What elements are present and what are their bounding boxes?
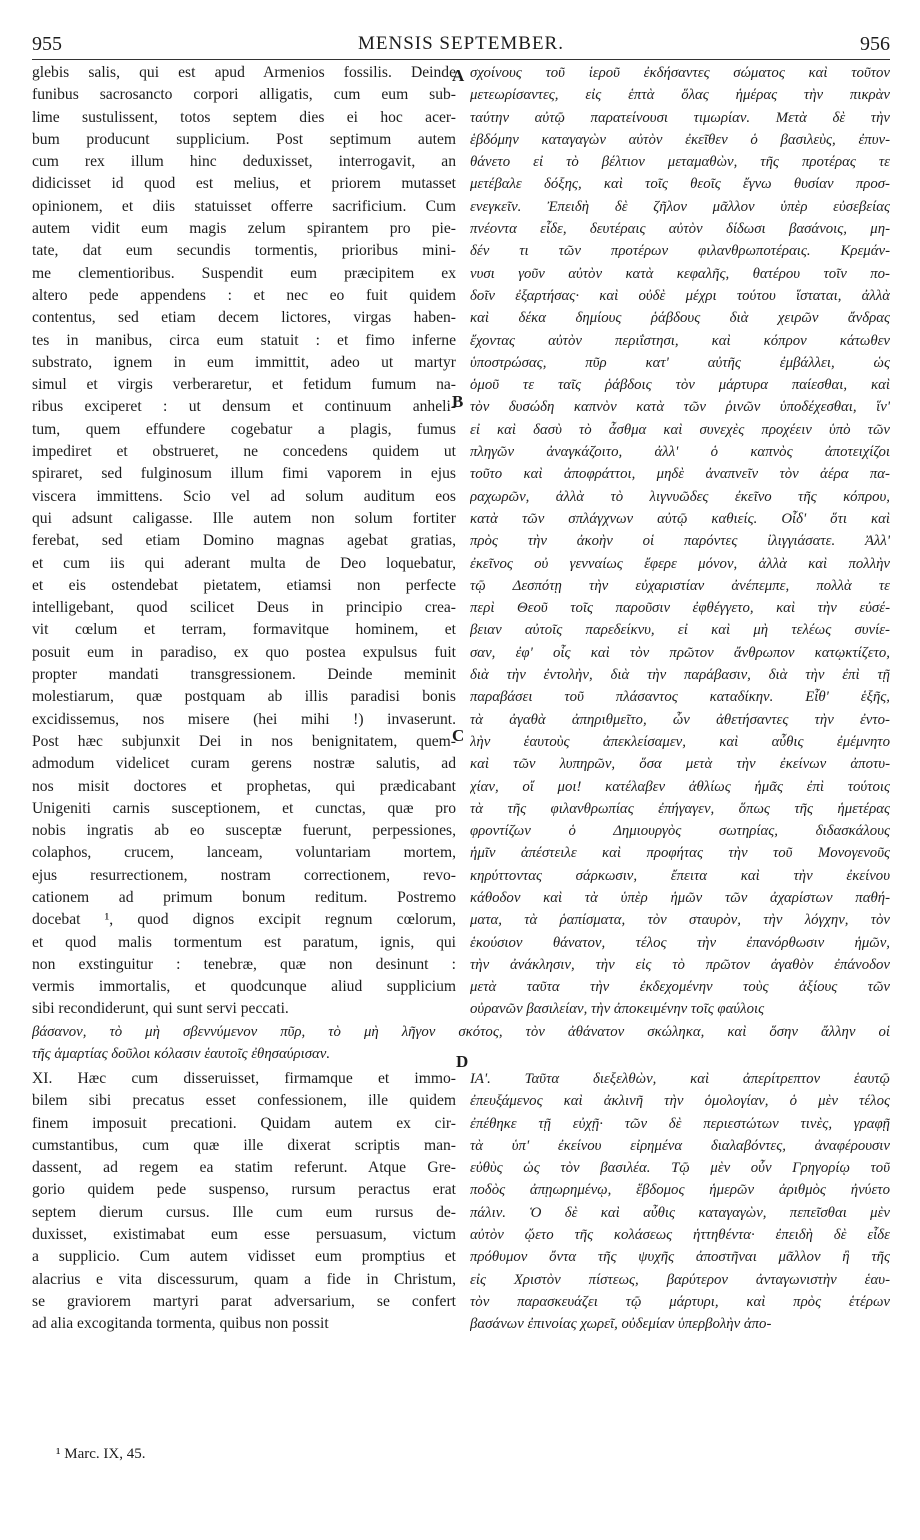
page-number-left: 955: [32, 33, 62, 55]
latin-text-line: viscera immittens. Scio vel ad solum auditum eos: [32, 487, 456, 505]
greek-text-line: πρόθυμον ὄντα τῆς ψυχῆς ἀποστῆναι μᾶλλον ἢ τῆς: [470, 1249, 890, 1266]
latin-text-line: propter mandati transgressionem. Deinde meminit: [32, 666, 456, 684]
latin-text-line: bilem sibi precatus esset confessionem, ille quidem: [32, 1092, 456, 1110]
latin-text-line: colaphos, crucem, lanceam, voluntariam mortem,: [32, 844, 456, 862]
latin-text-line: Post hæc subjunxit Dei in nos benignitatem, quem-: [32, 732, 456, 750]
latin-text-line: glebis salis, qui est apud Armenios fossilis. Deinde: [32, 64, 456, 81]
latin-text-line: impediret et obstrueret, ne concedens quidem ut: [32, 443, 456, 461]
latin-text-line: excidissemus, nos misere (hei mihi !) invaserunt.: [32, 710, 456, 728]
latin-text-line: contentus, sed etiam decem lictores, virgas haben-: [32, 309, 456, 327]
latin-text-line: admodum videlicet curam gerens nostræ salutis, ad: [32, 755, 456, 773]
latin-text-line: nobis ingratis ab eo susceptæ fuerunt, perpessiones,: [32, 822, 456, 840]
greek-text-line: νυσι γοῦν αὐτὸν κατὰ κεφαλῆς, θατέρου τοῖν πο-: [470, 265, 890, 282]
greek-text-line: παραβάσει τοῦ πλάσαντος καταδίκην. Εἶθ' ἑξῆς,: [470, 689, 890, 706]
greek-text-line: τὰ τῆς φιλανθρωπίας ἐπήγαγεν, ὅπως τῆς ἡμετέρας: [470, 800, 890, 817]
latin-text-line: tate, dat eum secundis tormentis, prioribus mini-: [32, 242, 456, 260]
latin-text-line: me clementioribus. Suspendit eum præcipitem ex: [32, 264, 456, 282]
greek-text-line: λὴν ἑαυτοὺς ἀπεκλείσαμεν, καὶ αὖθις ἐμέμνητο: [470, 733, 890, 750]
latin-text-line: cationem ad primum bonum reditum. Postremo: [32, 888, 456, 906]
latin-text-line: et quod malis tormentum est paratum, ignis, qui: [32, 933, 456, 951]
latin-text-line: finem imposuit precationi. Quidam autem ex cir-: [32, 1114, 456, 1132]
latin-text-line: ferebat, sed etiam Domino magnas agebat gratias,: [32, 532, 456, 550]
greek-text-line: εἰς Χριστὸν πίστεως, βαρύτερον ἀνταγωνιστὴν ἑαυ-: [470, 1271, 890, 1288]
greek-text-line: μετεωρίσαντες, εἰς ἑπτὰ ὅλας ἡμέρας τὴν πικρὰν: [470, 87, 890, 104]
greek-text-line: οὐρανῶν βασιλείαν, τὴν ἀποκειμένην τοῖς φαύλοις: [470, 1001, 765, 1018]
latin-text-line: qui adsunt caligasse. Ille autem non solum fortiter: [32, 509, 456, 527]
greek-text-line: τὰ ὑπ' ἐκείνου εἰρημένα διαλαβόντες, ἀναφέρουσιν: [470, 1137, 890, 1154]
greek-text-line: πνέοντα εἶδε, δευτέραις αὐτὸν δίδωσι βασάνοις, μη-: [470, 221, 890, 238]
greek-text-line: δοῖν ἐξαρτήσας· καὶ οὐδὲ μέχρι τούτου ἵσταται, ἀλλὰ: [470, 287, 890, 304]
greek-text-line: μετὰ ταῦτα τὴν ἐκδεχομένην τοὺς ἀξίους τῶν: [470, 979, 890, 996]
latin-text-line: cumstantibus, cum quæ ille dixerat scriptis man-: [32, 1136, 456, 1154]
greek-text-line: περὶ Θεοῦ τοῖς παροῦσιν ἐφθέγγετο, καὶ τὴν εὐσέ-: [470, 600, 890, 617]
latin-text-line: vermis immortalis, et quodcunque aliud supplicium: [32, 978, 456, 996]
greek-text-line: σχοίνους τοῦ ἱεροῦ ἐκδήσαντες σώματος καὶ τοῦτον: [470, 65, 890, 81]
greek-text-line: ὁμοῦ τε ταῖς ῥάβδοις τὸν μάρτυρα παίεσθαι, καὶ: [470, 377, 890, 394]
greek-text-line: αὐτὸν ᾤετο τῆς κολάσεως ἡττηθέντα· ἐπειδὴ δὲ εἶδε: [470, 1227, 890, 1244]
greek-text-line: τῆς ἁμαρτίας δοῦλοι κόλασιν ἑαυτοῖς ἐθησαύρισαν.: [32, 1046, 331, 1063]
latin-text-line: tum, quem effundere cogebatur a plagis, fumus: [32, 420, 456, 438]
latin-column-top: [32, 62, 456, 1021]
greek-text-line: χίαν, οἴ μοι! κατέλαβεν ἀθλίως ἡμᾶς ἐπὶ τούτοις: [470, 778, 890, 795]
margin-letter-b: B: [452, 392, 464, 411]
greek-text-line: εὐθὺς ὡς τὸν βασιλέα. Τῷ μὲν οὖν Γρηγορίῳ τοῦ: [470, 1160, 890, 1177]
greek-text-line: τὴν ἀνάκλησιν, τὴν εἰς τὸ πρῶτον ἀγαθὸν ἐπάνοδον: [470, 956, 890, 973]
margin-letter-a: A: [452, 66, 465, 85]
greek-text-line: θάνετο εἰ τὸ βέλτιον μεταμαθὼν, τῆς προτέρας τε: [470, 154, 890, 171]
greek-text-line: τοῦτο καὶ ἀποφράττοι, μηδὲ ἀναπνεῖν τὸν ἀέρα πα-: [470, 466, 890, 483]
latin-text-line: se graviorem martyri parat adversarium, se confert: [32, 1292, 456, 1310]
latin-text-line: ad alia excogitanda tormenta, quibus non possit: [32, 1315, 329, 1333]
greek-text-line: ἐπέθηκε τῇ εὐχῇ· τῶν δὲ περιεστώτων τινὲς, γραφῇ: [470, 1115, 890, 1132]
greek-text-line: πάλιν. Ὁ δὲ καὶ αὖθις καταγαγὼν, πεπεῖσθαι μὲν: [470, 1204, 890, 1221]
greek-text-line: ἑβδόμην καταγαγὼν αὐτὸν ἐκεῖθεν ὁ βασιλεὺς, ἐπυν-: [470, 131, 890, 148]
latin-text-line: a supplicio. Cum autem vidisset eum promptius et: [32, 1248, 456, 1266]
greek-text-line: ὑποστρώσας, πῦρ κατ' αὐτῆς ἐμβάλλει, ὡς: [470, 354, 890, 371]
greek-text-line: ενεγκεῖν. Ἐπειδὴ δὲ ζῆλον μᾶλλον ὑπὲρ εὐσεβείας: [470, 198, 890, 215]
greek-text-line: βάσανον, τὸ μὴ σβεννύμενον πῦρ, τὸ μὴ λῆγον σκότος, τὸν ἀθάνατον σκώληκα, καὶ ὅσην ἄλλην οἱ: [32, 1024, 890, 1040]
latin-column-bottom: [32, 1068, 456, 1336]
margin-letter-c: C: [452, 726, 465, 745]
latin-text-line: altero pede appendens : et nec eo fuit quidem: [32, 286, 456, 304]
latin-text-line: lime sustulissent, totos septem dies ei hoc acer-: [32, 108, 456, 126]
greek-text-line: ἐπευξάμενος καὶ ἀκλινῆ τὴν ὁμολογίαν, ὁ μὲν τέλος: [470, 1093, 890, 1110]
header-rule: [32, 59, 890, 60]
greek-text-line: κατὰ τῶν σπλάγχνων αὐτῷ καθιείς. Οἶδ' ὅτι καὶ: [470, 510, 890, 527]
greek-text-line: εἰ καὶ δασὺ τὸ ἆσθμα καὶ συνεχὲς προχέειν ὑπὸ τῶν: [470, 421, 890, 438]
latin-text-line: gorio quidem pede suspenso, rursum peractus erat: [32, 1181, 456, 1199]
greek-text-line: μετέβαλε δόξης, καὶ τοῖς θεοῖς ἔγνω θυσίαν προσ-: [470, 176, 890, 193]
greek-text-line: ἡμῖν ἀπέστειλε καὶ προφήτας τὴν τοῦ Μονογενοῦς: [470, 845, 890, 862]
latin-text-line: tes in manibus, circa eum statuit : et fimo inferne: [32, 331, 456, 349]
latin-text-line: non exstinguitur : tenebræ, quæ non desinunt :: [32, 955, 456, 973]
footnote: ¹ Marc. IX, 45.: [56, 1446, 146, 1462]
greek-column-bottom: [470, 1068, 890, 1336]
running-header: [32, 33, 890, 59]
greek-text-line: τὸν δυσώδη καπνὸν κατὰ τῶν ῥινῶν ὑποδέχεσθαι, ἵν': [470, 399, 890, 416]
latin-text-line: et eis ostendebat pietatem, etiamsi non perfecte: [32, 576, 456, 594]
latin-text-line: alacrius e vita discessurum, quam a fide in Christum,: [32, 1270, 456, 1288]
greek-text-line: πληγῶν ἀναγκάζοιτο, ἀλλ' ὁ καπνὸς ἀποτειχίζοι: [470, 444, 890, 461]
margin-letter-d: D: [456, 1052, 469, 1071]
greek-text-line: τὸν παρασκευάζει τῷ μάρτυρι, καὶ πρὸς ἑτέρων: [470, 1293, 890, 1310]
greek-text-line: τῷ Δεσπότῃ τὴν εὐχαριστίαν ἀνέπεμπε, πολλὰ τε: [470, 577, 890, 594]
latin-text-line: posuit eum in paradiso, ex quo postea expulsus fuit: [32, 643, 456, 661]
greek-text-line: ραχωρῶν, ἀλλὰ τὸ λιγνυῶδες ἐκεῖνο τῆς κόπρου,: [470, 488, 890, 505]
latin-text-line: duxisset, existimabat eum esse persuasum, victum: [32, 1226, 456, 1244]
latin-text-line: sibi recondiderunt, qui sunt servi peccati.: [32, 1000, 289, 1018]
greek-text-line: βειαν αὐτοῖς παρεδείκνυ, εἰ καὶ μὴ τελέως συνίε-: [470, 622, 890, 639]
latin-text-line: docebat ¹, quod dignos excipit regnum cœlorum,: [32, 911, 456, 929]
greek-text-line: καὶ δέκα δημίους ῥάβδους διὰ χειρῶν ἄνδρας: [470, 310, 890, 327]
latin-text-line: autem vidit eum magis zelum spirantem pro pie-: [32, 220, 456, 238]
latin-text-line: et cum iis qui aderant multa de Deo loquebatur,: [32, 554, 456, 572]
latin-text-line: vit cœlum et terram, formavitque hominem, et: [32, 621, 456, 639]
latin-text-line: opinionem, et diis statuisset offerre sacrificium. Cum: [32, 197, 456, 215]
latin-text-line: Unigeniti carnis susceptionem, et cunctas, quæ pro: [32, 799, 456, 817]
greek-text-line: φροντίζων ὁ Δημιουργὸς σωτηρίας, διδασκάλους: [470, 823, 890, 840]
greek-text-line: δέν τι τῶν προτέρων φιλανθρωποτέραις. Κρεμάν-: [470, 243, 890, 260]
latin-text-line: septem dierum cursus. Ille cum eum rursus de-: [32, 1203, 456, 1221]
latin-text-line: simul et virgis verberaretur, et fetidum fumum na-: [32, 376, 456, 394]
greek-text-line: κηρύττοντας σάρκωσιν, ἔπειτα καὶ τὴν ἐκείνου: [470, 867, 890, 884]
latin-text-line: XI. Hæc cum disseruisset, firmamque et immo-: [32, 1070, 456, 1087]
latin-text-line: nos misit doctores et prophetas, qui prædicabant: [32, 777, 456, 795]
greek-text-line: ταύτην αὐτῷ παρατείνουσι τιμωρίαν. Μετὰ δὲ τὴν: [470, 109, 890, 126]
latin-text-line: molestiarum, quæ postquam ab illis paradisi bonis: [32, 688, 456, 706]
greek-text-line: τὰ ἀγαθὰ ἀπηριθμεῖτο, ὧν ἀθετήσαντες τὴν ἐντο-: [470, 711, 890, 728]
greek-text-line: ἔχοντας αὐτὸν περιΐστησι, καὶ κόπρον κάτωθεν: [470, 332, 890, 349]
greek-text-line: κάθοδον καὶ τὰ ὑπὲρ ἡμῶν τῶν ἀχαρίστων παθή-: [470, 889, 890, 906]
latin-text-line: intelligebant, quod scilicet Deus in principio crea-: [32, 599, 456, 617]
latin-text-line: bum producunt supplicium. Post septimum autem: [32, 130, 456, 148]
greek-text-line: διὰ τὴν ἐντολὴν, διὰ τὴν παράβασιν, διὰ τὴν ἐπὶ τῇ: [470, 667, 890, 684]
greek-text-line: πρὸς τὴν ἀκοὴν οἱ παρόντες ἰλιγγιάσατε. Ἀλλ': [470, 533, 890, 550]
greek-text-line: ἑκούσιον θάνατον, τέλος τὴν ἐπανόρθωσιν ἡμῶν,: [470, 934, 890, 951]
latin-text-line: ribus exciperet : ut densum et continuum anheli-: [32, 398, 456, 416]
latin-text-line: cum rex illum hinc deduxisset, interrogavit, an: [32, 153, 456, 171]
latin-text-line: spiraret, sed fulginosum illum fimi vaporem in ejus: [32, 465, 456, 483]
page-number-right: 956: [860, 33, 890, 55]
greek-text-line: ἐκεῖνος οὐ γενναίως ἔφερε μόνον, ἀλλὰ καὶ πολλὴν: [470, 555, 890, 572]
latin-text-line: substrato, ignem in eum immittit, adeo ut martyr: [32, 353, 456, 371]
greek-column-top: [470, 62, 890, 1021]
running-title: MENSIS SEPTEMBER.: [358, 33, 564, 54]
greek-text-line: ΙΑ'. Ταῦτα διεξελθὼν, καὶ ἀπερίτρεπτον ἑαυτῷ: [470, 1071, 890, 1087]
greek-text-line: σαν, ἐφ' οἷς καὶ τὸν πρῶτον ἄνθρωπον κατῳκτίζετο,: [470, 644, 890, 661]
latin-text-line: didicisset id quod est melius, et priorem mutasset: [32, 175, 456, 193]
latin-text-line: dassent, ad regem ea statim referunt. Atque Gre-: [32, 1159, 456, 1177]
greek-text-line: ποδὸς ἀπῃωρημένῳ, ἕβδομος ἡμερῶν ἀριθμὸς ἠνύετο: [470, 1182, 890, 1199]
latin-text-line: ejus resurrectionem, nostram correctionem, revo-: [32, 866, 456, 884]
greek-text-line: ματα, τὰ ῥαπίσματα, τὸν σταυρὸν, τὴν λόγχην, τὸν: [470, 912, 890, 929]
latin-text-line: funibus sacrosancto corpori alligatis, cum eum sub-: [32, 86, 456, 104]
greek-text-line: καὶ τῶν λυπηρῶν, ὅσα μετὰ τὴν ἐκείνων ἀποτυ-: [470, 756, 890, 773]
greek-text-line: βασάνων ἐπινοίας χωρεῖ, οὐδεμίαν ὑπερβολὴν ἀπο-: [470, 1316, 772, 1333]
